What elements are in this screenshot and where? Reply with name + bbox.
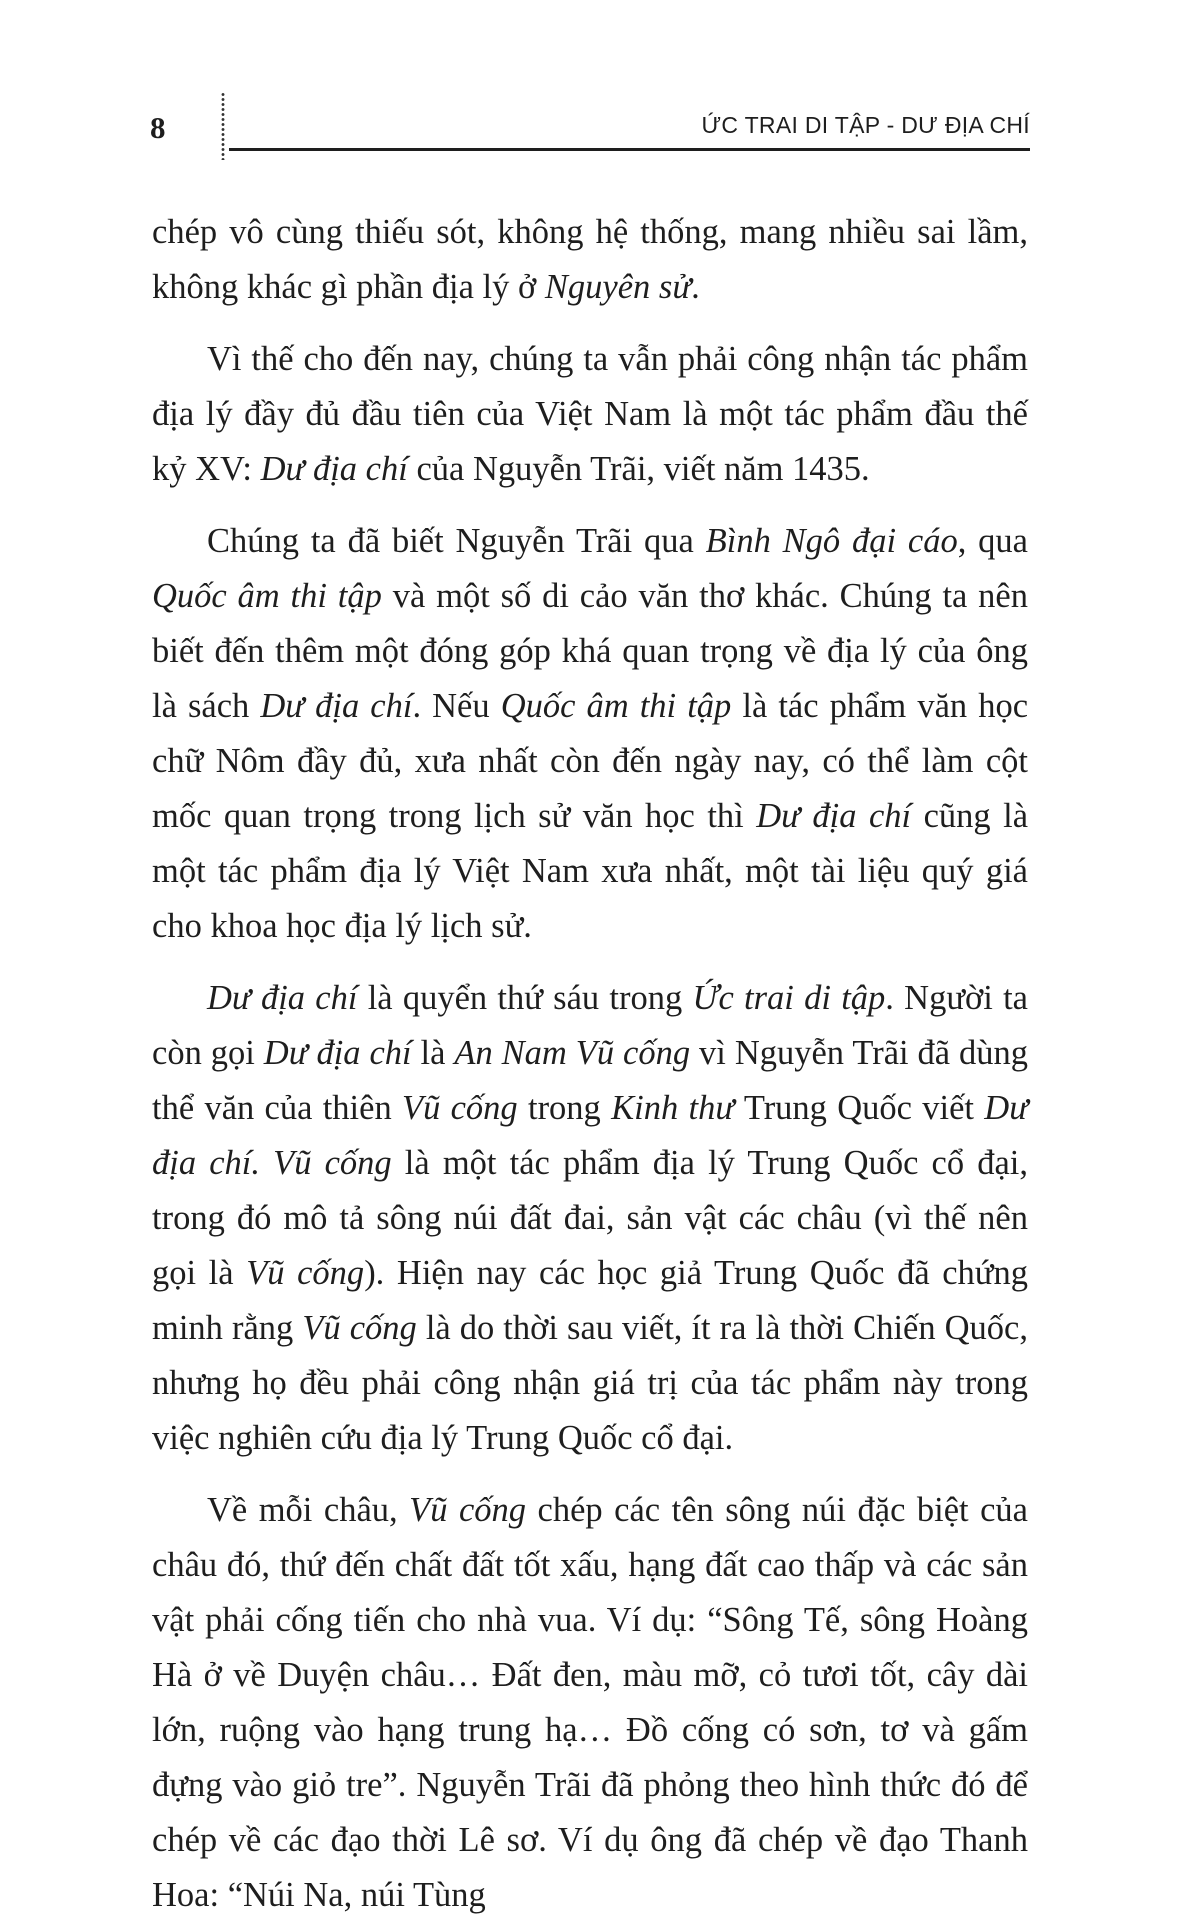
paragraph — [152, 332, 1028, 497]
header-ornament — [219, 92, 227, 160]
paragraph — [152, 1483, 1028, 1923]
paragraph-text: là quyển thứ sáu trong — [357, 979, 693, 1017]
italic-title-text: Quốc âm thi tập — [500, 687, 732, 725]
italic-title-text: Vũ cống — [246, 1254, 365, 1292]
italic-title-text: Dư địa chí — [756, 797, 912, 835]
italic-title-text: Vũ cống — [302, 1309, 417, 1347]
paragraph-text: , qua — [957, 522, 1028, 560]
italic-title-text: Dư địa chí — [260, 687, 413, 725]
paragraph-text: là tác phẩm văn học chữ Nôm đầy đủ, xưa nhất còn đến ngày nay, có thể làm cột mốc quan trọng trong lịch sử văn học thì — [152, 687, 1029, 835]
italic-title-text: Dư địa chí — [260, 450, 408, 488]
paragraph-text: Về mỗi châu, — [207, 1491, 410, 1529]
paragraph-text: Trung Quốc viết — [734, 1089, 985, 1127]
paragraph-text: Chúng ta đã biết Nguyễn Trãi qua — [207, 522, 706, 560]
italic-title-text: Dư địa chí — [263, 1034, 412, 1072]
paragraph-text: của Nguyễn Trãi, viết năm 1435. — [407, 450, 870, 488]
paragraph-text: là một tác phẩm địa lý Trung Quốc cổ đại, trong đó mô tả sông núi đất đai, sản vật các châu (vì thế nên gọi là — [152, 1144, 1029, 1292]
italic-title-text: Nguyên sử — [544, 268, 692, 306]
paragraph-text: Vì thế cho đến nay, chúng ta vẫn phải công nhận tác phẩm địa lý đầy đủ đầu tiên của Việt Nam là một tác phẩm đầu thế kỷ XV: — [152, 340, 1028, 488]
italic-title-text: Ức trai di tập — [692, 979, 886, 1017]
paragraph-text: . — [691, 268, 700, 306]
paragraph — [152, 514, 1028, 954]
paragraph-text: cũng là một tác phẩm địa lý Việt Nam xưa nhất, một tài liệu quý giá cho khoa học địa lý lịch sử. — [152, 797, 1029, 945]
paragraph — [152, 971, 1028, 1466]
paragraph-text: là do thời sau viết, ít ra là thời Chiến Quốc, nhưng họ đều phải công nhận giá trị của tác phẩm này trong việc nghiên cứu địa lý Trung Quốc cổ đại. — [152, 1309, 1028, 1457]
paragraph-text: là — [411, 1034, 455, 1072]
italic-title-text: Vũ cống — [409, 1491, 527, 1529]
italic-title-text: Vũ cống — [402, 1089, 518, 1127]
paragraph-text: chép các tên sông núi đặc biệt của châu đó, thứ đến chất đất tốt xấu, hạng đất cao thấp và các sản vật phải cống tiến cho nhà vua. Ví dụ: “Sông Tế, sông Hoàng Hà ở về Duyện châu… Đất đen, màu mỡ, cỏ tươi tốt, cây dài lớn, ruộng vào hạng trung hạ… Đồ cống có sơn, tơ và gấm đựng vào giỏ tre”. Nguyễn Trãi đã phỏng theo hình thức đó để chép về các đạo thời Lê sơ. Ví dụ ông đã chép về đạo Thanh Hoa: “Núi Na, núi Tùng — [152, 1491, 1028, 1914]
italic-title-text: Dư địa chí. Vũ cống — [152, 1089, 1029, 1182]
italic-title-text: Dư địa chí — [207, 979, 358, 1017]
page-number: 8 — [150, 110, 166, 145]
paragraph — [152, 205, 1028, 315]
paragraph-text: và một số di cảo văn thơ khác. Chúng ta nên biết đến thêm một đóng góp khá quan trọng về địa lý của ông là sách — [152, 577, 1028, 725]
paragraph-text: ). Hiện nay các học giả Trung Quốc đã chứng minh rằng — [152, 1254, 1029, 1347]
paragraph-text: vì Nguyễn Trãi đã dùng thể văn của thiên — [152, 1034, 1029, 1127]
body-text — [152, 205, 1028, 1923]
header-rule — [229, 148, 1030, 151]
italic-title-text: Bình Ngô đại cáo — [705, 522, 958, 560]
running-title: ỨC TRAI DI TẬP - DƯ ĐỊA CHÍ — [701, 112, 1030, 138]
paragraph-text: . Người ta còn gọi — [152, 979, 1028, 1072]
italic-title-text: An Nam Vũ cống — [454, 1034, 691, 1072]
italic-title-text: Kinh thư — [611, 1089, 735, 1127]
paragraph-text: . Nếu — [412, 687, 501, 725]
italic-title-text: Quốc âm thi tập — [152, 577, 382, 615]
paragraph-text: trong — [517, 1089, 612, 1127]
paragraph-text: chép vô cùng thiếu sót, không hệ thống, mang nhiều sai lầm, không khác gì phần địa lý ở — [152, 213, 1028, 306]
